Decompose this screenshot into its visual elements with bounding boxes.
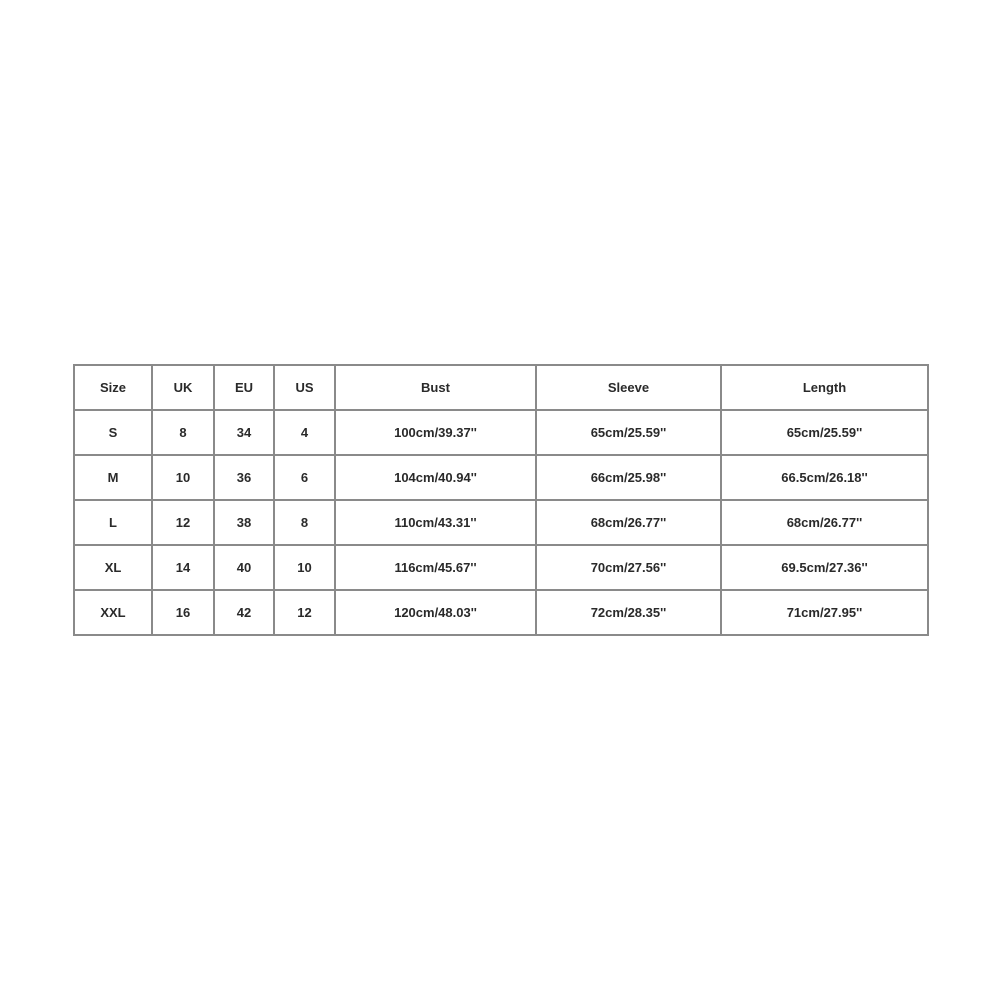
header-bust: Bust	[335, 365, 536, 410]
header-size: Size	[74, 365, 152, 410]
cell-uk: 14	[152, 545, 214, 590]
cell-bust: 100cm/39.37''	[335, 410, 536, 455]
cell-bust: 104cm/40.94''	[335, 455, 536, 500]
cell-eu: 38	[214, 500, 274, 545]
cell-eu: 34	[214, 410, 274, 455]
cell-length: 65cm/25.59''	[721, 410, 928, 455]
table-row	[74, 545, 928, 590]
cell-sleeve: 70cm/27.56''	[536, 545, 721, 590]
cell-us: 10	[274, 545, 335, 590]
cell-uk: 12	[152, 500, 214, 545]
cell-bust: 110cm/43.31''	[335, 500, 536, 545]
cell-sleeve: 68cm/26.77''	[536, 500, 721, 545]
header-us: US	[274, 365, 335, 410]
header-uk: UK	[152, 365, 214, 410]
header-eu: EU	[214, 365, 274, 410]
cell-uk: 16	[152, 590, 214, 635]
cell-size: S	[74, 410, 152, 455]
table-row	[74, 500, 928, 545]
cell-length: 66.5cm/26.18''	[721, 455, 928, 500]
cell-length: 71cm/27.95''	[721, 590, 928, 635]
cell-length: 68cm/26.77''	[721, 500, 928, 545]
header-length: Length	[721, 365, 928, 410]
cell-us: 4	[274, 410, 335, 455]
cell-us: 8	[274, 500, 335, 545]
cell-uk: 8	[152, 410, 214, 455]
cell-us: 6	[274, 455, 335, 500]
cell-sleeve: 72cm/28.35''	[536, 590, 721, 635]
cell-size: L	[74, 500, 152, 545]
cell-uk: 10	[152, 455, 214, 500]
table-row	[74, 410, 928, 455]
table-row	[74, 590, 928, 635]
cell-eu: 36	[214, 455, 274, 500]
cell-size: XL	[74, 545, 152, 590]
cell-size: M	[74, 455, 152, 500]
size-chart-table	[73, 364, 929, 636]
cell-bust: 116cm/45.67''	[335, 545, 536, 590]
cell-sleeve: 66cm/25.98''	[536, 455, 721, 500]
cell-sleeve: 65cm/25.59''	[536, 410, 721, 455]
cell-bust: 120cm/48.03''	[335, 590, 536, 635]
cell-eu: 40	[214, 545, 274, 590]
cell-size: XXL	[74, 590, 152, 635]
cell-length: 69.5cm/27.36''	[721, 545, 928, 590]
cell-us: 12	[274, 590, 335, 635]
cell-eu: 42	[214, 590, 274, 635]
header-sleeve: Sleeve	[536, 365, 721, 410]
table-row	[74, 455, 928, 500]
header-row	[74, 365, 928, 410]
